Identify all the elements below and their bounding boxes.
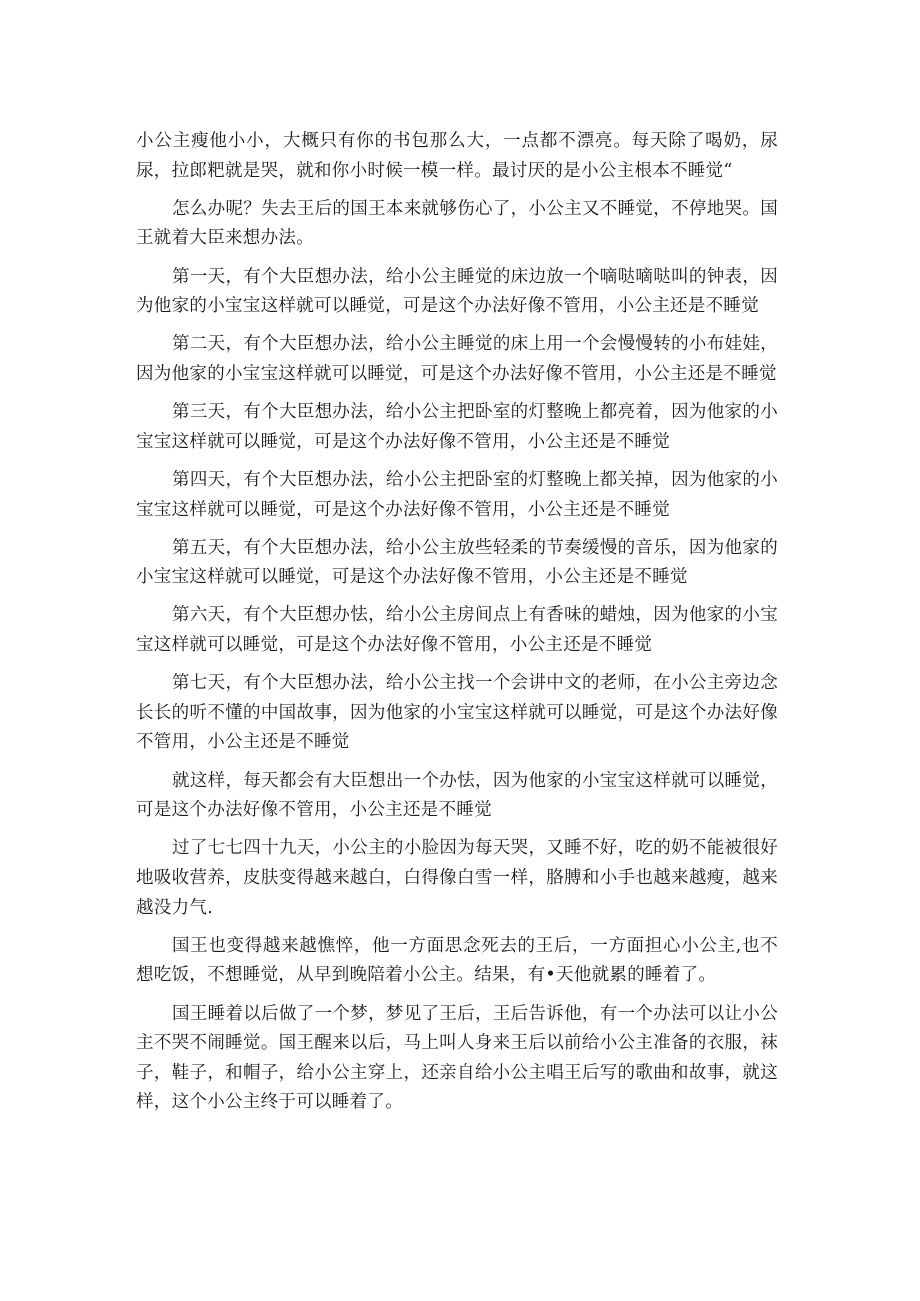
paragraph-9: 第七天，有个大臣想办法，给小公主找一个会讲中文的老师，在小公主旁边念长长的听不懂的中国故事，因为他家的小宝宝这样就可以睡觉，可是这个办法好像不管用，小公主还是不睡觉 (136, 673, 778, 753)
paragraph-1: 小公主瘦他小小，大概只有你的书包那么大，一点都不漂亮。每天除了喝奶，尿尿，拉郎粑就是哭，就和你小时候一模一样。最讨厌的是小公主根本不睡觉“ (136, 131, 778, 181)
paragraph-2: 怎么办呢？失去王后的国王本来就够伤心了，小公主又不睡觉，不停地哭。国王就着大臣来想办法。 (136, 198, 778, 249)
story-text (136, 127, 778, 1127)
paragraph-5: 第三天，有个大臣想办法，给小公主把卧室的灯整晚上都亮着，因为他家的小宝宝这样就可以睡觉，可是这个办法好像不管用，小公主还是不睡觉 (136, 402, 778, 452)
paragraph-6: 第四天，有个大臣想办法，给小公主把卧室的灯整晚上都关掉，因为他家的小宝宝这样就可以睡觉，可是这个办法好像不管用，小公主还是不睡觉 (136, 469, 778, 520)
paragraph-12: 国王也变得越来越憔悴，他一方面思念死去的王后，一方面担心小公主,也不想吃饭，不想睡觉，从早到晚陪着小公主。结果，有•天他就累的睡着了。 (136, 935, 778, 986)
paragraph-4: 第二天，有个大臣想办法，给小公主睡觉的床上用一个会慢慢转的小布娃娃，因为他家的小宝宝这样就可以睡觉，可是这个办法好像不管用，小公主还是不睡觉 (136, 334, 778, 384)
paragraph-8: 第六天，有个大臣想办怯，给小公主房间点上有香味的蜡烛，因为他家的小宝宝这样就可以睡觉，可是这个办法好像不管用，小公主还是不睡觉 (136, 605, 778, 656)
paragraph-13: 国王睡着以后做了一个梦，梦见了王后，王后告诉他，有一个办法可以让小公主不哭不闹睡觉。国王醒来以后，马上叫人身来王后以前给小公主准备的衣服，袜子，鞋子，和帽子，给小公主穿上，还亲自给小公主唱王后写的歌曲和故事，就这样，这个小公主终于可以睡着了。 (136, 1003, 778, 1113)
paragraph-7: 第五天，有个大臣想办法，给小公主放些轻柔的节奏缓慢的音乐，因为他家的小宝宝这样就可以睡觉，可是这个办法好像不管用，小公主还是不睡觉 (136, 537, 778, 588)
paragraph-10: 就这样，每天都会有大臣想出一个办怯，因为他家的小宝宝这样就可以睡觉，可是这个办法好像不管用，小公主还是不睡觉 (136, 770, 778, 821)
paragraph-11: 过了七七四十九天，小公主的小脸因为每天哭，又睡不好，吃的奶不能被很好地吸收营养，皮肤变得越来越白，白得像白雪一样，胳膊和小手也越来越瘦，越来越没力气. (136, 838, 778, 918)
paragraph-3: 第一天，有个大臣想办法，给小公主睡觉的床边放一个嘀哒嘀哒叫的钟表，因为他家的小宝宝这样就可以睡觉，可是这个办法好像不管用，小公主还是不睡觉 (136, 266, 778, 317)
